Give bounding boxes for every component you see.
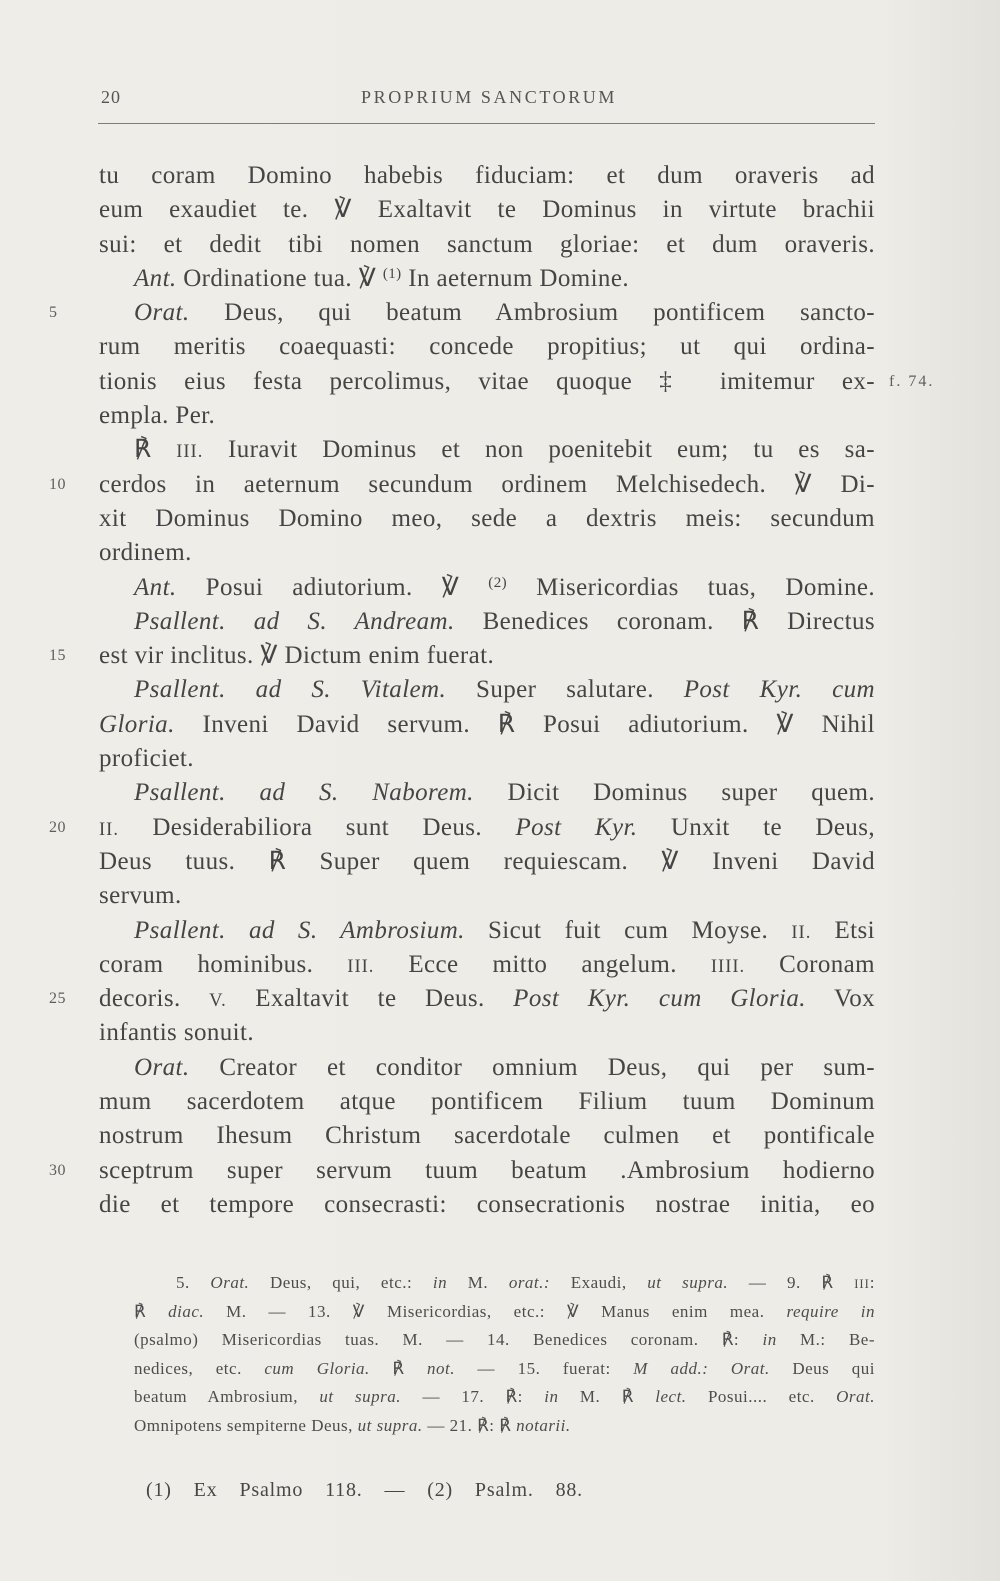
text-run: nostrum Ihesum Christum sacerdotale culmen et pontificale	[99, 1122, 875, 1150]
text-run: Unxit te Deus,	[637, 813, 875, 841]
italic-text: in	[432, 1273, 448, 1292]
small-caps-numeral: III.	[176, 442, 204, 463]
italic-text: Psallent. ad S. Naborem.	[134, 779, 474, 807]
text-run: M. ℟	[558, 1387, 656, 1407]
italic-text: lect.	[655, 1387, 687, 1407]
text-line	[99, 262, 875, 296]
footnote-reference: (2)	[488, 574, 507, 591]
line-number: 30	[49, 1161, 66, 1179]
text-run: decoris.	[99, 985, 210, 1013]
text-run: Desiderabiliora sunt Deus.	[118, 813, 516, 841]
apparatus-line	[134, 1269, 875, 1298]
text-line	[99, 948, 875, 982]
text-line	[99, 605, 875, 639]
italic-text: diac.	[168, 1301, 205, 1321]
text-line	[99, 159, 875, 193]
text-line	[99, 228, 875, 262]
folio-marker: f. 74.	[889, 372, 935, 390]
text-run: tionis eius festa percolimus, vitae quoque ‡ imitemur ex-	[99, 367, 875, 395]
text-line	[49, 1154, 875, 1188]
text-line	[99, 330, 875, 364]
text-run: Exaudi,	[550, 1273, 648, 1292]
text-run: Benedices coronam. ℟ Directus	[454, 607, 875, 635]
text-line	[99, 742, 875, 776]
text-run: Creator et conditor omnium Deus, qui per sum-	[189, 1053, 875, 1081]
italic-text: Post Kyr. cum	[683, 676, 875, 704]
paragraph	[49, 776, 875, 913]
text-run: sui: et dedit tibi nomen sanctum gloriae: et dum oraveris.	[99, 230, 875, 258]
text-run: ordinem.	[99, 539, 192, 567]
text-run: Deus, qui, etc.:	[249, 1273, 433, 1292]
paragraph	[99, 262, 875, 296]
text-run: Vox	[805, 985, 876, 1013]
italic-text: M add.:	[633, 1358, 709, 1378]
small-caps-numeral: III	[854, 1277, 870, 1291]
small-caps-numeral: III.	[347, 956, 375, 977]
italic-text: Orat.	[730, 1358, 770, 1378]
line-number: 25	[49, 990, 66, 1008]
apparatus-line	[134, 1412, 875, 1441]
text-line	[99, 1188, 875, 1222]
apparatus-line	[134, 1355, 875, 1384]
footnotes: (1) Ex Psalmo 118. — (2) Psalm. 88.	[146, 1479, 583, 1501]
text-run: Deus qui	[769, 1358, 876, 1378]
text-run: 5.	[176, 1273, 211, 1292]
italic-text: Orat.	[134, 299, 190, 327]
text-run: Inveni David servum. ℟ Posui adiutorium. ℣ Nihil	[174, 710, 875, 738]
text-run: (psalmo) Misericordias tuas. M. — 14. Benedices coronam. ℟:	[134, 1330, 763, 1350]
text-run: mum sacerdotem atque pontificem Filium tuum Dominum	[99, 1088, 875, 1116]
text-run: Misericordias tuas, Domine.	[507, 573, 875, 601]
text-line	[99, 914, 875, 948]
italic-text: not.	[427, 1358, 455, 1378]
text-run: Omnipotens sempiterne Deus,	[134, 1415, 358, 1435]
text-line	[99, 399, 875, 433]
paragraph	[49, 914, 876, 1051]
text-line	[49, 468, 875, 502]
text-run	[708, 1359, 731, 1378]
text-line	[99, 1051, 875, 1085]
italic-text: Post Kyr. cum Gloria.	[513, 985, 806, 1013]
text-run: Super salutare.	[446, 676, 684, 704]
italic-text: ut supra.	[647, 1273, 729, 1292]
text-run: infantis sonuit.	[99, 1019, 255, 1047]
text-line	[49, 811, 875, 845]
text-line	[99, 365, 935, 399]
text-run: proficiet.	[99, 745, 194, 773]
text-line	[99, 879, 875, 913]
small-caps-numeral: II.	[791, 922, 812, 943]
text-run: Coronam	[745, 950, 875, 978]
running-title: PROPRIUM SANCTORUM	[360, 87, 618, 107]
line-number: 10	[49, 475, 66, 493]
paragraph	[99, 673, 875, 776]
text-run: beatum Ambrosium,	[134, 1387, 320, 1407]
page-number: 20	[101, 87, 121, 107]
paragraph	[99, 159, 875, 262]
line-number: 20	[49, 818, 66, 836]
text-run: — 9. ℟	[728, 1273, 855, 1292]
text-run: cerdos in aeternum secundum ordinem Melchisedech. ℣ Di-	[99, 470, 875, 498]
italic-text: Orat.	[836, 1387, 876, 1407]
text-run: ℟	[134, 436, 177, 464]
small-caps-numeral: V.	[209, 991, 227, 1012]
text-run: Ordinatione tua. ℣	[176, 264, 383, 292]
text-run: Etsi	[811, 916, 875, 944]
italic-text: Psallent. ad S. Andream.	[134, 607, 455, 635]
italic-text: ut supra.	[319, 1387, 402, 1407]
text-run: Posui adiutorium. ℣	[176, 573, 489, 601]
paragraph	[49, 605, 875, 674]
text-line	[49, 982, 876, 1016]
text-run: est vir inclitus. ℣ Dictum enim fuerat.	[99, 642, 495, 670]
text-line	[99, 1016, 875, 1050]
text-line	[99, 708, 875, 742]
text-run: Deus, qui beatum Ambrosium pontificem sancto-	[189, 299, 875, 327]
text-run: servum.	[99, 882, 182, 910]
text-run: coram hominibus.	[99, 950, 348, 978]
text-line	[99, 845, 875, 879]
running-header	[99, 84, 879, 110]
italic-text: Orat.	[134, 1053, 190, 1081]
text-line	[49, 296, 875, 330]
text-run: rum meritis coaequasti: concede propitius; ut qui ordina-	[99, 333, 875, 361]
text-line	[99, 673, 875, 707]
italic-text: ut supra.	[357, 1415, 423, 1435]
italic-text: orat.:	[508, 1273, 551, 1292]
italic-text: Ant.	[134, 573, 177, 601]
italic-text: notarii.	[516, 1415, 571, 1435]
text-run: — 15. fuerat:	[455, 1358, 634, 1378]
italic-text: cum Gloria.	[264, 1358, 370, 1378]
apparatus-line	[134, 1383, 875, 1412]
text-run: empla. Per.	[99, 402, 216, 430]
italic-text: Psallent. ad S. Vitalem.	[134, 676, 447, 704]
text-line	[99, 536, 875, 570]
text-run: M.: Be-	[776, 1330, 875, 1350]
apparatus-line	[134, 1298, 875, 1327]
text-run: eum exaudiet te. ℣ Exaltavit te Dominus in virtute brachii	[99, 196, 875, 224]
text-run: tu coram Domino habebis fiduciam: et dum oraveris ad	[99, 162, 875, 189]
text-run: Ecce mitto angelum.	[374, 950, 711, 978]
text-line	[99, 1085, 875, 1119]
critical-apparatus	[134, 1269, 875, 1441]
text-run: xit Dominus Domino meo, sede a dextris meis: secundum	[99, 504, 875, 532]
small-caps-numeral: IIII.	[710, 956, 746, 977]
italic-text: require in	[786, 1301, 875, 1321]
text-line	[99, 193, 875, 227]
header-rule	[98, 123, 875, 124]
small-caps-numeral: II.	[99, 819, 119, 840]
italic-text: in	[762, 1330, 777, 1350]
italic-text: Ant.	[134, 264, 177, 292]
text-run: Posui.... etc.	[686, 1387, 837, 1407]
italic-text: in	[544, 1387, 559, 1407]
text-run: M.	[447, 1273, 509, 1292]
text-run: Deus tuus. ℟ Super quem requiescam. ℣ Inveni David	[99, 847, 875, 875]
text-run: — 17. ℟:	[401, 1387, 545, 1407]
text-line	[49, 639, 875, 673]
text-run: ℟	[134, 1301, 169, 1321]
italic-text: Psallent. ad S. Ambrosium.	[134, 916, 465, 944]
line-number: 5	[49, 304, 58, 322]
text-line	[99, 776, 875, 810]
text-line	[99, 433, 875, 467]
italic-text: Gloria.	[99, 710, 175, 738]
text-run: ℟	[369, 1358, 428, 1378]
text-run: die et tempore consecrasti: consecrationis nostrae initia, eo	[99, 1190, 875, 1218]
italic-text: Orat.	[210, 1273, 250, 1292]
main-text	[49, 159, 935, 1222]
footnote-reference: (1)	[382, 265, 402, 282]
text-run: M. — 13. ℣ Misericordias, etc.: ℣ Manus enim mea.	[204, 1301, 787, 1321]
paragraph	[49, 1051, 875, 1222]
paragraph	[49, 433, 875, 570]
paragraph	[99, 571, 875, 605]
text-line	[99, 571, 875, 605]
apparatus-line	[134, 1326, 875, 1355]
text-run: :	[869, 1273, 876, 1292]
italic-text: Post Kyr.	[515, 813, 638, 841]
text-line	[99, 502, 875, 536]
text-run: Sicut fuit cum Moyse.	[464, 916, 792, 944]
text-run: In aeternum Domine.	[401, 264, 629, 292]
paragraph	[49, 296, 935, 433]
text-run: — 21. ℟: ℟	[422, 1415, 517, 1435]
text-run: Exaltavit te Deus.	[226, 985, 514, 1013]
line-number: 15	[49, 647, 66, 665]
text-run: Iuravit Dominus et non poenitebit eum; tu es sa-	[203, 436, 875, 464]
text-run: nedices, etc.	[134, 1358, 265, 1378]
text-run: sceptrum super servum tuum beatum .Ambrosium hodierno	[99, 1156, 875, 1184]
text-run: Dicit Dominus super quem.	[473, 779, 875, 807]
text-line	[99, 1119, 875, 1153]
